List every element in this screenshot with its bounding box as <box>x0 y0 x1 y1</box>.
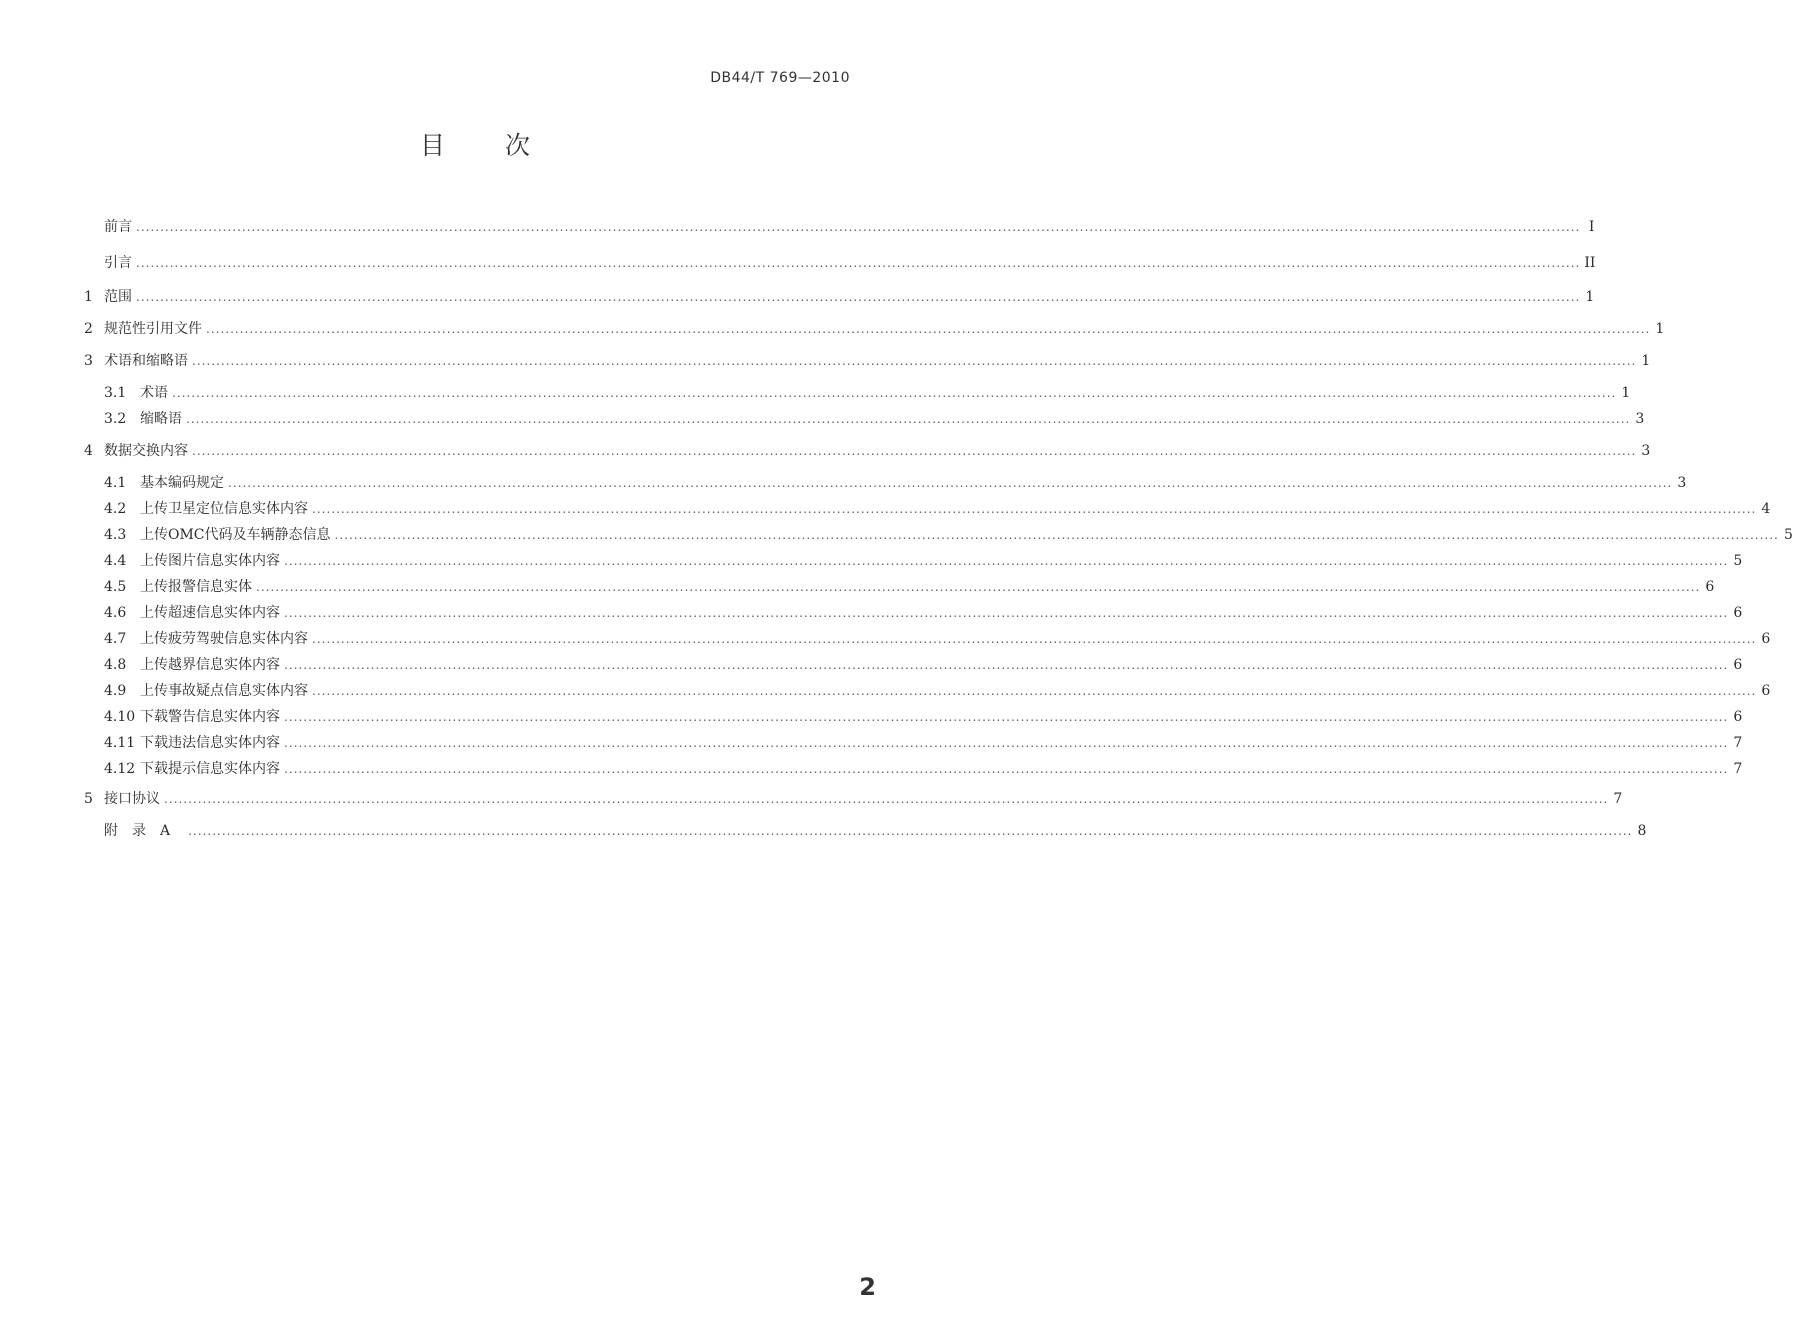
toc-entry-page: I <box>1588 219 1595 235</box>
toc-entry-number: 4.11 <box>104 735 136 751</box>
toc-entry[interactable] <box>84 406 1645 428</box>
toc-entry-label: 上传事故疑点信息实体内容 <box>140 683 308 699</box>
toc-entry-number: 4.8 <box>104 657 127 673</box>
toc-leader-dots: ............................................................................................................................................................................................................................................................................................................ <box>136 256 1581 270</box>
toc-leader-dots: ............................................................................................................................................................................................................................................................................................................ <box>188 824 1633 838</box>
toc-entry-number: 4 <box>84 443 93 459</box>
toc-entry[interactable] <box>84 704 1743 726</box>
toc-entry-label: 上传疲劳驾驶信息实体内容 <box>140 631 308 647</box>
toc-entry-number: 4.1 <box>104 475 127 491</box>
document-id: DB44/T 769—2010 <box>710 70 850 86</box>
toc-entry-number: 4.9 <box>104 683 127 699</box>
toc-entry-label: 接口协议 <box>104 791 160 807</box>
toc-leader-dots: ............................................................................................................................................................................................................................................................................................................ <box>312 632 1757 646</box>
toc-leader-dots: ............................................................................................................................................................................................................................................................................................................ <box>186 412 1631 426</box>
toc-entry-label: 上传图片信息实体内容 <box>140 553 280 569</box>
toc-entry-label: 引言 <box>104 255 132 271</box>
toc-entry-number: 4.3 <box>104 527 127 543</box>
toc-entry-page: 6 <box>1733 605 1743 621</box>
toc-entry[interactable] <box>84 250 1596 272</box>
toc-entry-page: 6 <box>1761 631 1771 647</box>
toc-entry[interactable] <box>84 786 1623 808</box>
toc-entry-page: 5 <box>1783 527 1793 543</box>
toc-entry-label: 数据交换内容 <box>104 443 188 459</box>
toc-entry[interactable] <box>84 380 1631 402</box>
toc-leader-dots: ............................................................................................................................................................................................................................................................................................................ <box>164 792 1609 806</box>
toc-leader-dots: ............................................................................................................................................................................................................................................................................................................ <box>192 354 1637 368</box>
toc-entry[interactable] <box>84 438 1651 460</box>
toc-entry-label: 前言 <box>104 219 132 235</box>
toc-entry[interactable] <box>84 470 1687 492</box>
toc-entry-page: 6 <box>1733 657 1743 673</box>
toc-entry[interactable] <box>84 600 1743 622</box>
toc-entry-page: 3 <box>1677 475 1687 491</box>
toc-entry-page: 7 <box>1733 761 1743 777</box>
toc-leader-dots: ............................................................................................................................................................................................................................................................................................................ <box>284 606 1729 620</box>
toc-entry-label: 缩略语 <box>140 411 182 427</box>
toc-entry-label: 上传越界信息实体内容 <box>140 657 280 673</box>
toc-entry-number: 4.2 <box>104 501 127 517</box>
toc-entry-number: 4.5 <box>104 579 127 595</box>
page-title: 目 次 <box>420 131 556 160</box>
toc-entry-label: 下载违法信息实体内容 <box>140 735 280 751</box>
toc-entry-page: 1 <box>1621 385 1631 401</box>
toc-entry-page: 8 <box>1637 823 1647 839</box>
toc-entry-number: 4.7 <box>104 631 127 647</box>
toc-entry[interactable] <box>84 316 1665 338</box>
toc-entry-number: 4.4 <box>104 553 127 569</box>
toc-leader-dots: ............................................................................................................................................................................................................................................................................................................ <box>192 444 1637 458</box>
toc-entry-label: 上传卫星定位信息实体内容 <box>140 501 308 517</box>
toc-entry[interactable] <box>84 284 1595 306</box>
toc-entry-label: 术语和缩略语 <box>104 353 188 369</box>
toc-entry-number: 3.2 <box>104 411 127 427</box>
toc-leader-dots: ............................................................................................................................................................................................................................................................................................................ <box>256 580 1701 594</box>
toc-leader-dots: ............................................................................................................................................................................................................................................................................................................ <box>284 762 1729 776</box>
toc-entry-number: 4.6 <box>104 605 127 621</box>
toc-entry-label: 术语 <box>140 385 168 401</box>
toc-entry[interactable] <box>84 496 1771 518</box>
toc-entry-page: 1 <box>1655 321 1665 337</box>
toc-entry-page: 7 <box>1733 735 1743 751</box>
toc-entry[interactable] <box>84 214 1595 236</box>
toc-leader-dots: ............................................................................................................................................................................................................................................................................................................ <box>312 684 1757 698</box>
toc-entry-label: 上传报警信息实体 <box>140 579 252 595</box>
toc-entry-page: 7 <box>1613 791 1623 807</box>
toc-leader-dots: ............................................................................................................................................................................................................................................................................................................ <box>206 322 1651 336</box>
toc-entry[interactable] <box>84 730 1743 752</box>
toc-entry[interactable] <box>84 756 1743 778</box>
toc-leader-dots: ............................................................................................................................................................................................................................................................................................................ <box>284 736 1729 750</box>
toc-entry-number: 3 <box>84 353 93 369</box>
toc-entry[interactable] <box>84 522 1793 544</box>
toc-entry-label: 下载提示信息实体内容 <box>140 761 280 777</box>
toc-entry-label: 上传OMC代码及车辆静态信息 <box>140 527 331 543</box>
toc-leader-dots: ............................................................................................................................................................................................................................................................................................................ <box>284 658 1729 672</box>
toc-entry[interactable] <box>84 818 1647 840</box>
toc-leader-dots: ............................................................................................................................................................................................................................................................................................................ <box>334 528 1779 542</box>
toc-entry-page: 1 <box>1585 289 1595 305</box>
toc-entry-page: 5 <box>1733 553 1743 569</box>
toc-entry[interactable] <box>84 574 1715 596</box>
toc-leader-dots: ............................................................................................................................................................................................................................................................................................................ <box>136 290 1581 304</box>
toc-entry[interactable] <box>84 626 1771 648</box>
toc-entry[interactable] <box>84 652 1743 674</box>
toc-entry[interactable] <box>84 548 1743 570</box>
toc-entry-number: 4.10 <box>104 709 136 725</box>
toc-entry-page: 6 <box>1733 709 1743 725</box>
toc-entry-label: 基本编码规定 <box>140 475 224 491</box>
toc-leader-dots: ............................................................................................................................................................................................................................................................................................................ <box>228 476 1673 490</box>
toc-entry-page: 3 <box>1635 411 1645 427</box>
toc-entry-page: 4 <box>1761 501 1771 517</box>
toc-leader-dots: ............................................................................................................................................................................................................................................................................................................ <box>284 554 1729 568</box>
toc-entry-number: 2 <box>84 321 93 337</box>
toc-leader-dots: ............................................................................................................................................................................................................................................................................................................ <box>284 710 1729 724</box>
toc-leader-dots: ............................................................................................................................................................................................................................................................................................................ <box>172 386 1617 400</box>
toc-entry[interactable] <box>84 348 1651 370</box>
toc-entry-number: 3.1 <box>104 385 127 401</box>
toc-leader-dots: ............................................................................................................................................................................................................................................................................................................ <box>136 220 1581 234</box>
toc-entry-number: 4.12 <box>104 761 136 777</box>
toc-entry-page: 6 <box>1761 683 1771 699</box>
page-number: 2 <box>859 1273 876 1301</box>
toc-entry-page: II <box>1584 255 1596 271</box>
toc-entry-number: 5 <box>84 791 93 807</box>
toc-entry-label: 下载警告信息实体内容 <box>140 709 280 725</box>
toc-entry[interactable] <box>84 678 1771 700</box>
toc-entry-page: 6 <box>1705 579 1715 595</box>
toc-entry-label: 规范性引用文件 <box>104 321 202 337</box>
toc-entry-page: 1 <box>1641 353 1651 369</box>
toc-entry-label: 上传超速信息实体内容 <box>140 605 280 621</box>
toc-entry-label: 附录A <box>104 823 185 839</box>
toc-entry-number: 1 <box>84 289 93 305</box>
toc-leader-dots: ............................................................................................................................................................................................................................................................................................................ <box>312 502 1757 516</box>
toc-entry-label: 范围 <box>104 289 132 305</box>
toc-entry-page: 3 <box>1641 443 1651 459</box>
